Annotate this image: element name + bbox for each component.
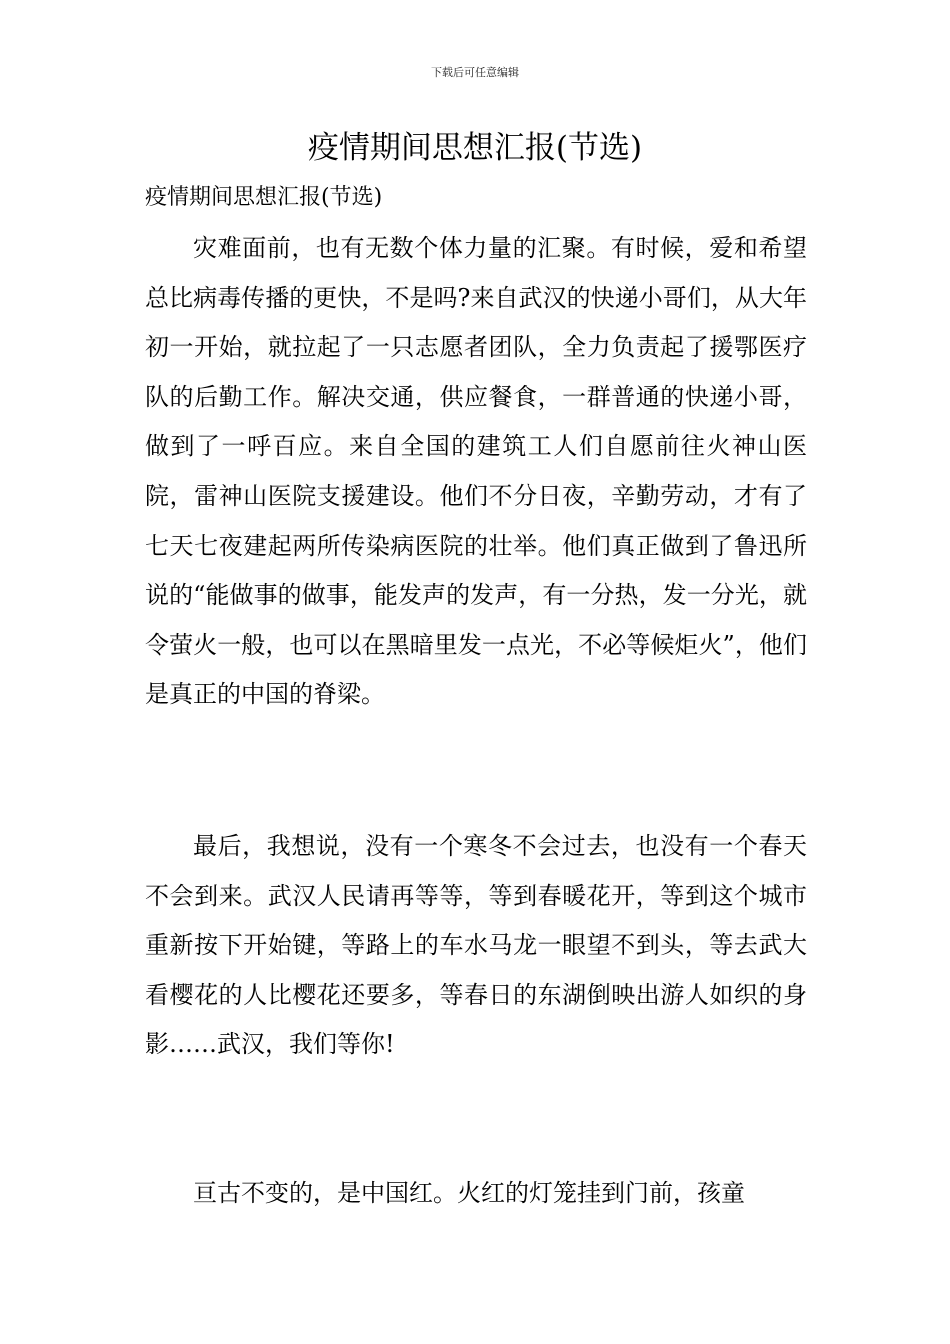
paragraph-3: 亘古不变的，是中国红。火红的灯笼挂到门前，孩童: [193, 1179, 745, 1207]
document-title: 疫情期间思想汇报(节选): [307, 130, 643, 166]
document-subtitle: 疫情期间思想汇报(节选): [145, 185, 383, 210]
paragraph-2: 最后，我想说，没有一个寒冬不会过去，也没有一个春天不会到来。武汉人民请再等等，等到春暖花开，等到这个城市重新按下开始键，等路上的车水马龙一眼望不到头，等去武大看樱花的人比樱花还要多，等春日的东湖倒映出游人如织的身影……武汉，我们等你!: [145, 832, 807, 1059]
header-note: 下载后可任意编辑: [431, 66, 519, 79]
paragraph-1: 灾难面前，也有无数个体力量的汇聚。有时候，爱和希望总比病毒传播的更快，不是吗?来自武汉的快递小哥们，从大年初一开始，就拉起了一只志愿者团队，全力负责起了援鄂医疗队的后勤工作。解决交通，供应餐食，一群普通的快递小哥，做到了一呼百应。来自全国的建筑工人们自愿前往火神山医院，雷神山医院支援建设。他们不分日夜，辛勤劳动，才有了七天七夜建起两所传染病医院的壮举。他们真正做到了鲁迅所说的“能做事的做事，能发声的发声，有一分热，发一分光，就令萤火一般，也可以在黑暗里发一点光，不必等候炬火”，他们是真正的中国的脊梁。: [145, 234, 807, 709]
